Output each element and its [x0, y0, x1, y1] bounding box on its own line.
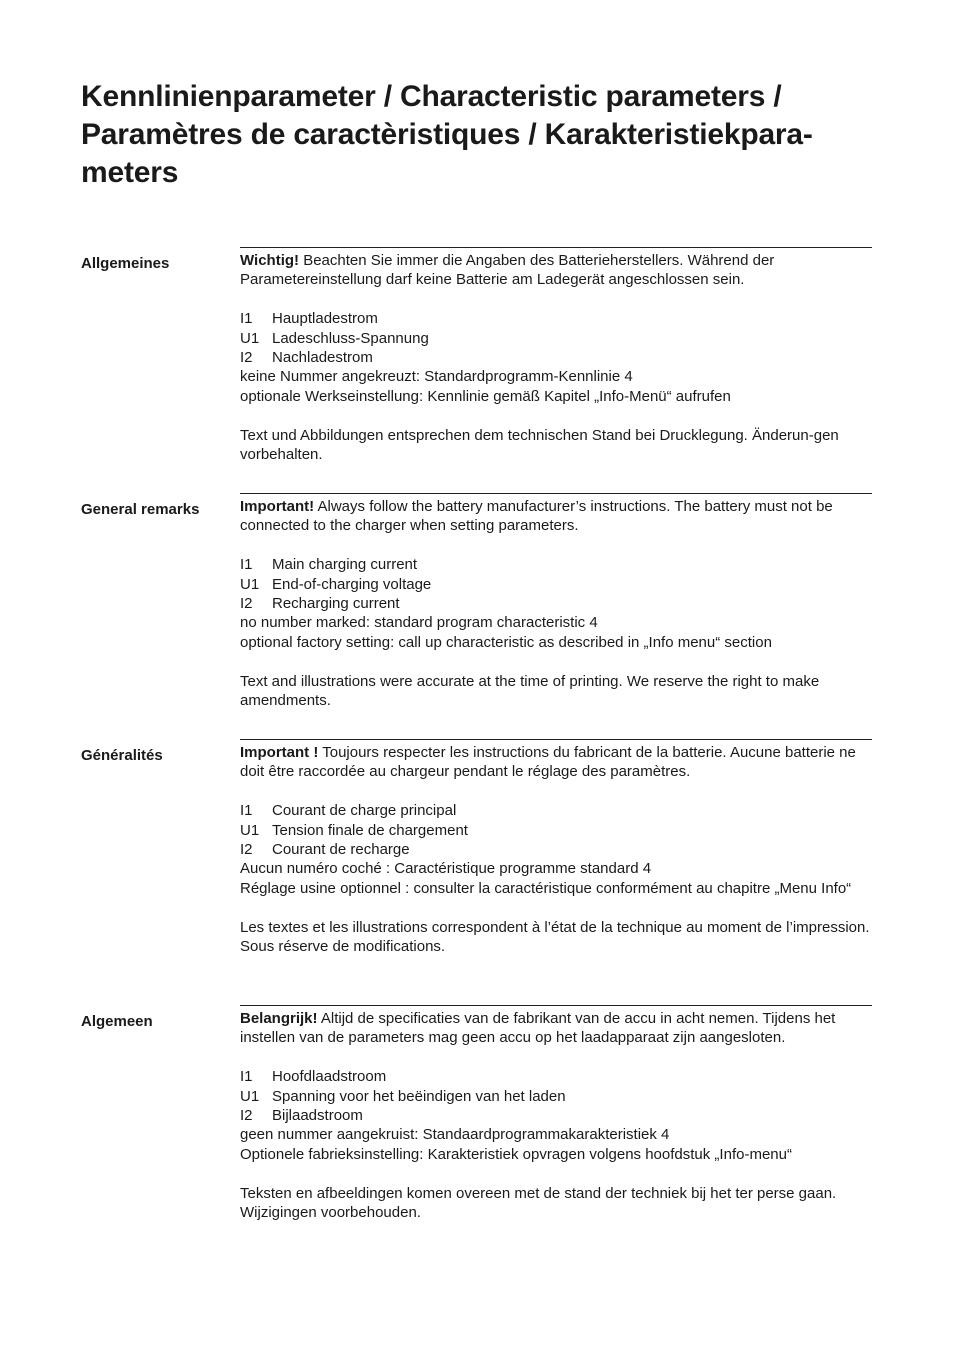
- parameter-row: [240, 309, 872, 328]
- important-note: [240, 1009, 872, 1048]
- parameter-code: I1: [240, 310, 253, 328]
- important-label: Belangrijk!: [240, 1010, 318, 1027]
- parameter-row: [240, 594, 872, 613]
- important-text: Toujours respecter les instructions du fabricant de la batterie. Aucune batterie ne doit être raccordée au chargeur pendant le réglage des paramètres.: [240, 744, 856, 781]
- important-label: Important !: [240, 744, 319, 761]
- info-line: optionale Werkseinstellung: Kennlinie gemäß Kapitel „Info-Menü“ aufrufen: [240, 387, 731, 405]
- important-text: Altijd de specificaties van de fabrikant van de accu in acht nemen. Tijdens het instellen van de parameters mag geen accu op het laadapparaat zijn aangesloten.: [240, 1010, 836, 1047]
- parameter-text: End-of-charging voltage: [272, 575, 432, 593]
- parameter-code: I2: [240, 1107, 253, 1125]
- title-line-1: Kennlinienparameter / Characteristic parameters /: [81, 80, 782, 113]
- disclaimer: Teksten en afbeeldingen komen overeen met de stand der techniek bij het ter perse gaan. Wijzigingen voorbehouden.: [240, 1184, 837, 1222]
- parameter-code: I1: [240, 1068, 253, 1086]
- parameter-row: [240, 840, 872, 859]
- page-title: [81, 78, 881, 192]
- disclaimer: Text und Abbildungen entsprechen dem technischen Stand bei Drucklegung. Änderun-gen vorbehalten.: [240, 426, 839, 464]
- parameter-row: [240, 1087, 872, 1106]
- section-label: Généralités: [81, 747, 163, 764]
- parameter-row: [240, 821, 872, 840]
- section-label: Allgemeines: [81, 255, 170, 272]
- parameter-code: I1: [240, 802, 253, 820]
- important-note: [240, 251, 872, 290]
- parameter-text: Tension finale de chargement: [272, 821, 468, 839]
- section-label: Algemeen: [81, 1013, 153, 1030]
- parameter-text: Recharging current: [272, 595, 400, 613]
- parameter-row: [240, 348, 872, 367]
- section-body: [240, 493, 872, 710]
- parameter-row: [240, 1106, 872, 1125]
- info-line: keine Nummer angekreuzt: Standardprogramm-Kennlinie 4: [240, 368, 633, 386]
- parameter-row: [240, 329, 872, 348]
- parameter-text: Bijlaadstroom: [272, 1107, 363, 1125]
- important-note: [240, 497, 872, 536]
- info-line: optional factory setting: call up characteristic as described in „Info menu“ section: [240, 633, 772, 651]
- section-body: [240, 247, 872, 464]
- title-line-2: Paramètres de caractèristiques / Karakteristiekpara-: [81, 118, 813, 151]
- parameter-code: U1: [240, 329, 260, 347]
- parameter-row: [240, 801, 872, 820]
- parameter-text: Ladeschluss-Spannung: [272, 329, 429, 347]
- disclaimer: Text and illustrations were accurate at the time of printing. We reserve the right to make amendments.: [240, 672, 820, 710]
- info-line: no number marked: standard program characteristic 4: [240, 614, 598, 632]
- important-label: Wichtig!: [240, 252, 300, 269]
- parameter-text: Spanning voor het beëindigen van het laden: [272, 1087, 566, 1105]
- parameter-code: U1: [240, 1087, 260, 1105]
- important-note: [240, 743, 872, 782]
- parameter-code: I2: [240, 595, 253, 613]
- info-line: Aucun numéro coché : Caractéristique programme standard 4: [240, 860, 652, 878]
- info-line: geen nummer aangekruist: Standaardprogrammakarakteristiek 4: [240, 1126, 670, 1144]
- section-body: [240, 1005, 872, 1222]
- parameter-code: I2: [240, 349, 253, 367]
- parameter-code: I1: [240, 556, 253, 574]
- parameter-text: Courant de recharge: [272, 841, 410, 859]
- parameter-text: Main charging current: [272, 556, 418, 574]
- parameter-row: [240, 1067, 872, 1086]
- section-body: [240, 739, 872, 956]
- parameter-code: U1: [240, 821, 260, 839]
- parameter-row: [240, 575, 872, 594]
- title-line-3: meters: [81, 156, 179, 189]
- parameter-row: [240, 555, 872, 574]
- parameter-text: Hoofdlaadstroom: [272, 1068, 387, 1086]
- parameter-text: Nachladestrom: [272, 349, 373, 367]
- parameter-code: U1: [240, 575, 260, 593]
- parameter-text: Hauptladestrom: [272, 310, 378, 328]
- section-label: General remarks: [81, 501, 200, 518]
- important-label: Important!: [240, 498, 315, 515]
- important-text: Beachten Sie immer die Angaben des Batterieherstellers. Während der Parametereinstellung darf keine Batterie am Ladegerät angeschlossen sein.: [240, 252, 775, 289]
- important-text: Always follow the battery manufacturer’s instructions. The battery must not be connected to the charger when setting parameters.: [240, 498, 833, 535]
- parameter-text: Courant de charge principal: [272, 802, 457, 820]
- disclaimer: Les textes et les illustrations correspondent à l’état de la technique au moment de l’impression. Sous réserve de modifications.: [240, 918, 870, 956]
- info-line: Réglage usine optionnel : consulter la caractéristique conformément au chapitre „Menu Info“: [240, 879, 852, 897]
- parameter-code: I2: [240, 841, 253, 859]
- info-line: Optionele fabrieksinstelling: Karakteristiek opvragen volgens hoofdstuk „Info-menu“: [240, 1145, 792, 1163]
